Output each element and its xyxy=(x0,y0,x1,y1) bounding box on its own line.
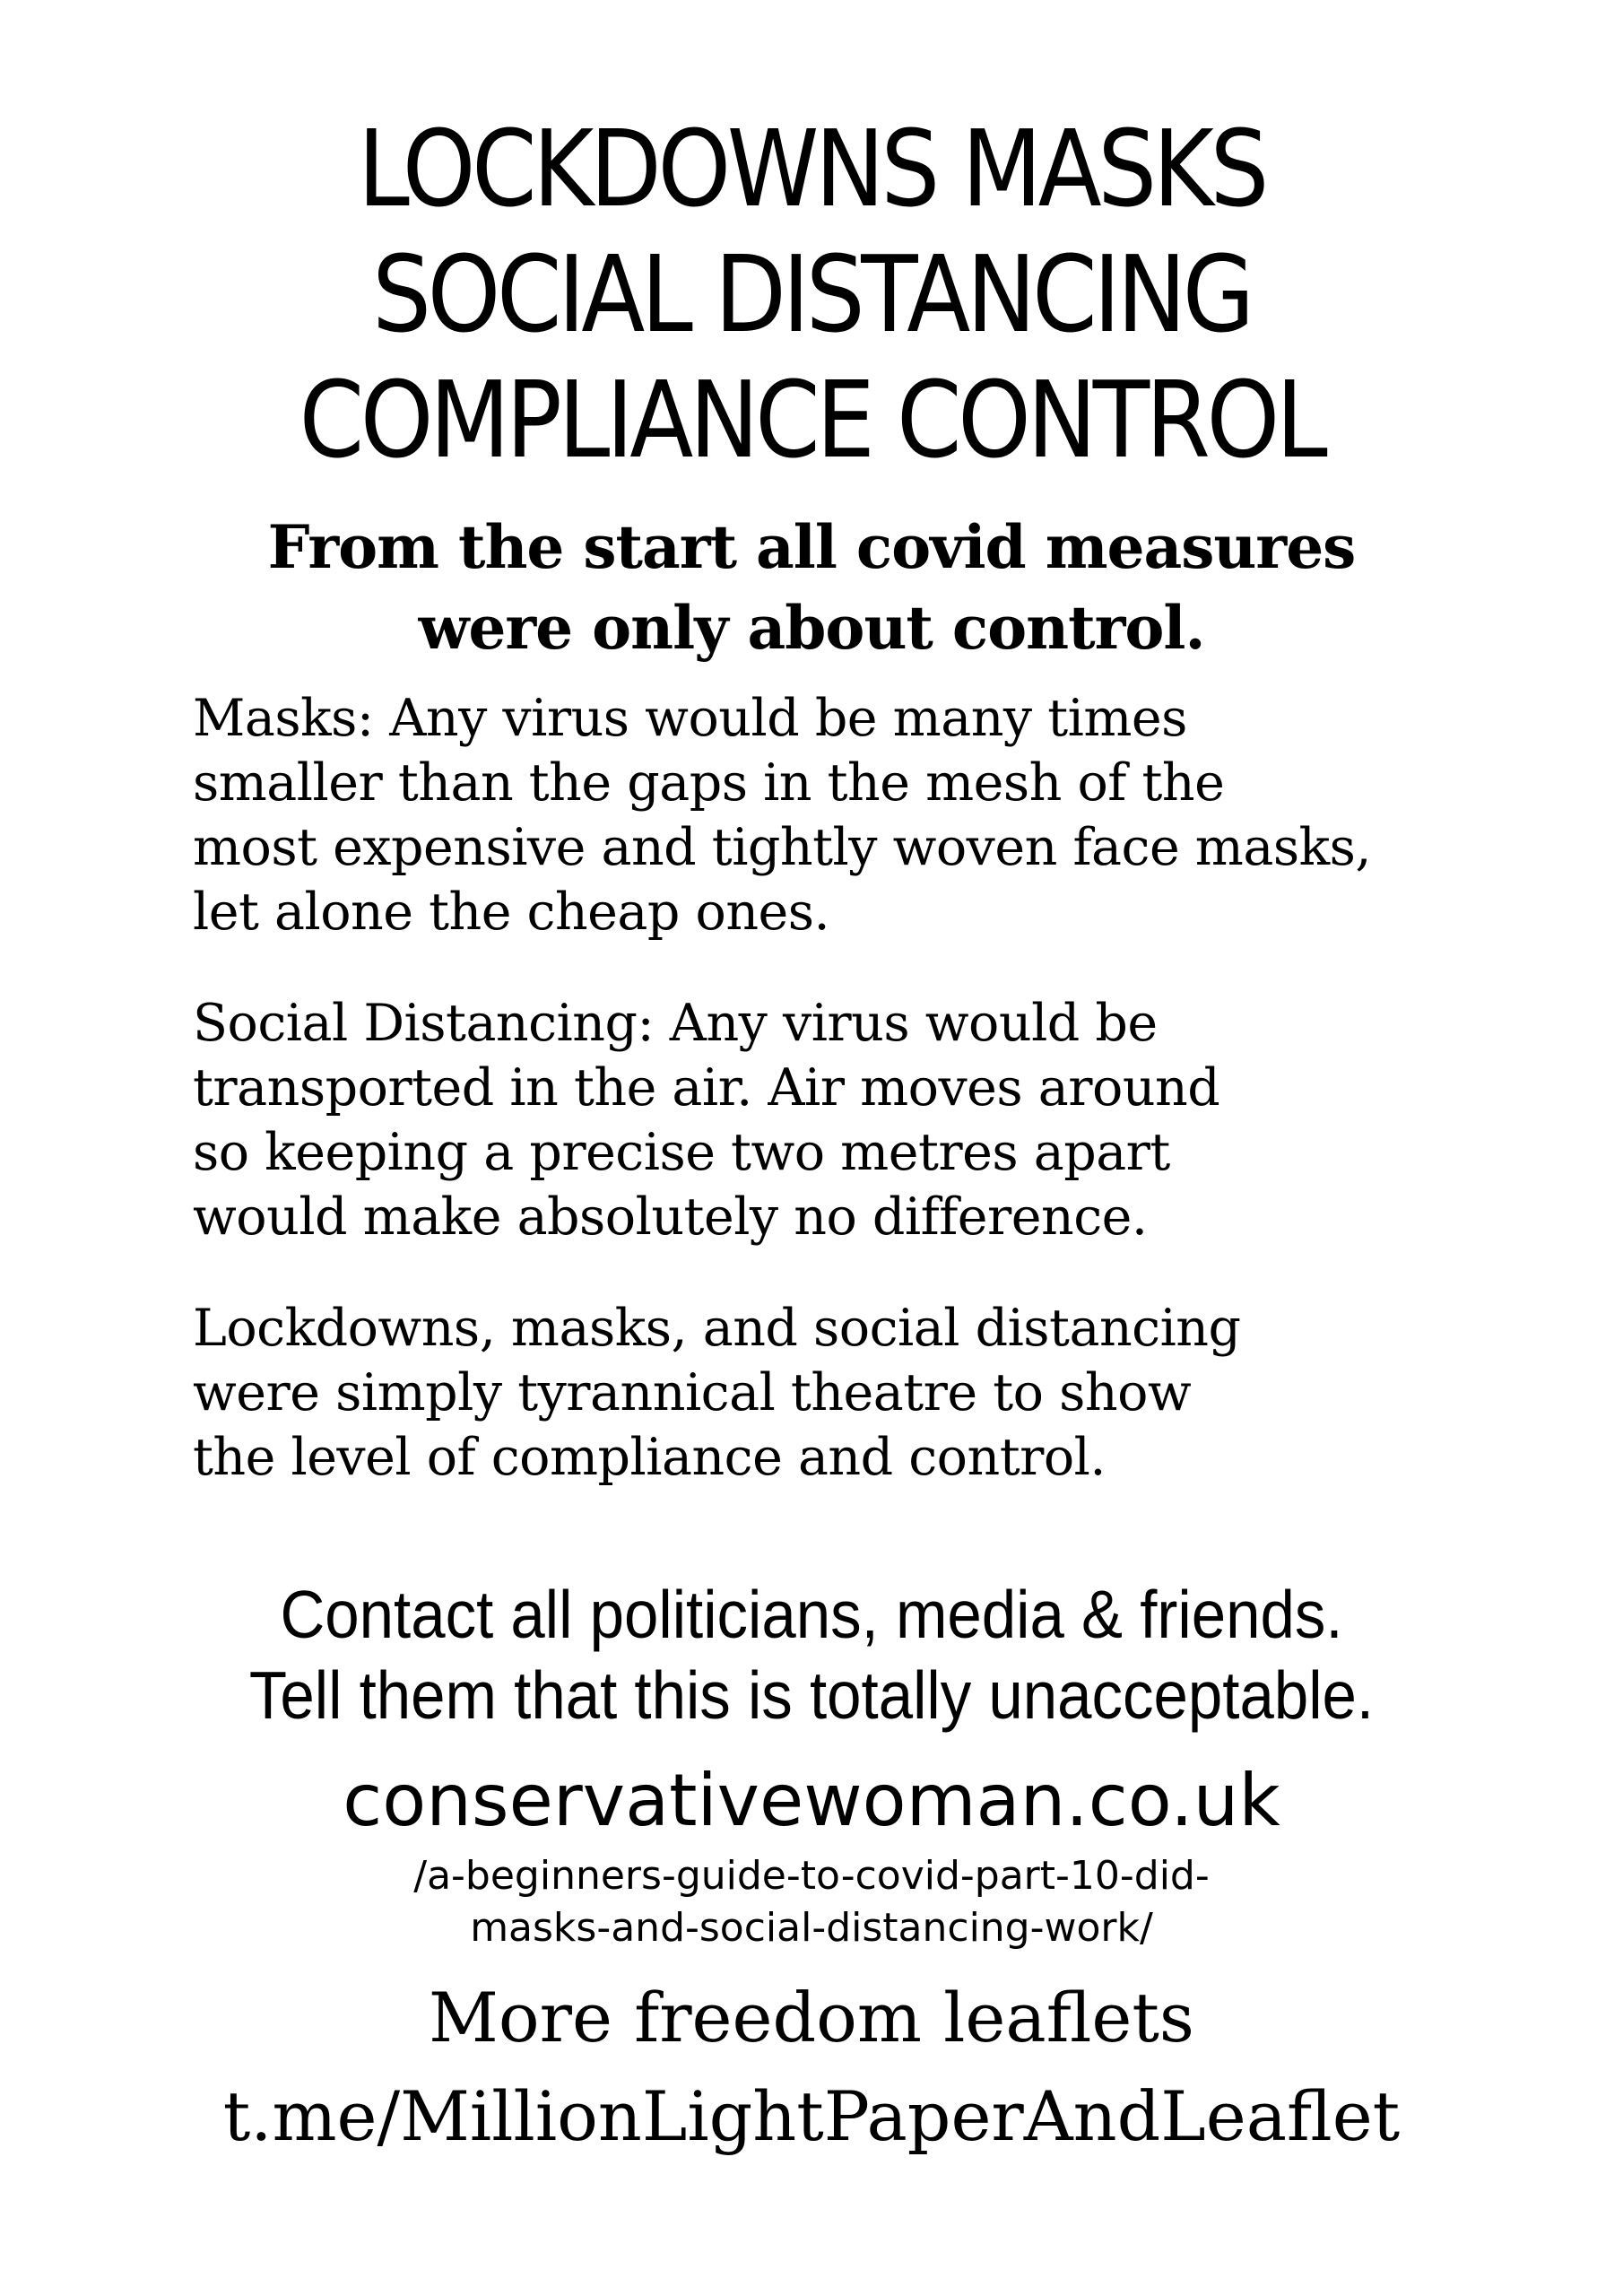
paragraph-line: so keeping a precise two metres apart xyxy=(193,1123,1170,1182)
more-leaflets-line-1: More freedom leaflets xyxy=(429,1978,1194,2057)
source-path-line-2: masks-and-social-distancing-work/ xyxy=(470,1905,1153,1951)
paragraph-line: most expensive and tightly woven face masks, xyxy=(193,818,1371,877)
paragraph-line: were simply tyrannical theatre to show xyxy=(193,1363,1192,1422)
headline-line-1: LOCKDOWNS MASKS xyxy=(357,107,1265,230)
paragraph-line: transported in the air. Air moves around xyxy=(193,1058,1220,1118)
subheadline-line-2: were only about control. xyxy=(418,593,1205,663)
paragraph-line: Masks: Any virus would be many times xyxy=(193,689,1187,748)
paragraph-line: Social Distancing: Any virus would be xyxy=(193,994,1158,1053)
paragraph-social-distancing xyxy=(193,991,1592,1249)
paragraph-line: would make absolutely no difference. xyxy=(193,1187,1148,1247)
paragraph-line: Lockdowns, masks, and social distancing xyxy=(193,1299,1241,1358)
paragraph-lockdowns xyxy=(193,1296,1592,1490)
paragraph-line: let alone the cheap ones. xyxy=(193,883,830,942)
call-to-action xyxy=(65,1574,1558,1735)
headline xyxy=(98,106,1526,483)
subheadline-line-1: From the start all covid measures xyxy=(267,512,1356,582)
telegram-link: t.me/MillionLightPaperAndLeaflet xyxy=(222,2076,1401,2156)
more-leaflets xyxy=(0,1969,1623,2166)
call-to-action-line-2: Tell them that this is totally unacceptable. xyxy=(248,1657,1375,1733)
paragraph-masks xyxy=(193,686,1592,944)
headline-line-2: SOCIAL DISTANCING xyxy=(372,232,1251,356)
paragraph-line: smaller than the gaps in the mesh of the xyxy=(193,753,1225,813)
source-path xyxy=(0,1850,1623,1954)
paragraph-line: the level of compliance and control. xyxy=(193,1428,1107,1487)
source-path-line-1: /a-beginners-guide-to-covid-part-10-did- xyxy=(413,1853,1210,1899)
subheadline xyxy=(0,507,1623,668)
headline-line-3: COMPLIANCE CONTROL xyxy=(299,358,1324,482)
call-to-action-line-1: Contact all politicians, media & friends. xyxy=(280,1577,1343,1652)
source-domain: conservativewoman.co.uk xyxy=(343,1759,1280,1842)
